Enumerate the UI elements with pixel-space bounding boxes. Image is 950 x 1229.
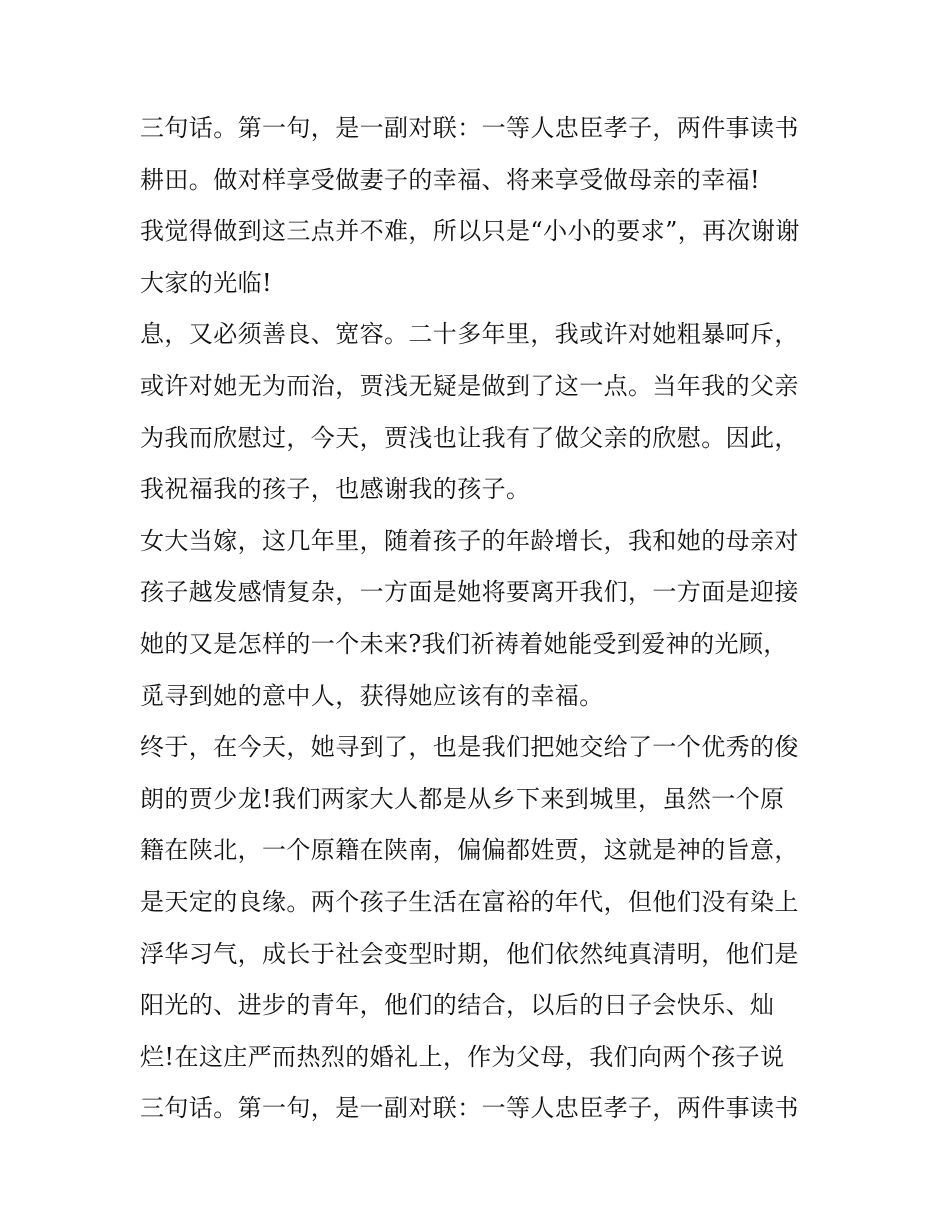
text-line: 浮华习气，成长于社会变型时期，他们依然纯真清明，他们是: [140, 939, 799, 968]
text-line: 觅寻到她的意中人，获得她应该有的幸福。: [140, 681, 604, 710]
text-line: 是天定的良缘。两个孩子生活在富裕的年代，但他们没有染上: [140, 887, 799, 916]
body-text: [140, 103, 820, 1135]
text-line: 为我而欣慰过，今天，贾浅也让我有了做父亲的欣慰。因此，: [140, 423, 799, 452]
text-line: 或许对她无为而治，贾浅无疑是做到了这一点。当年我的父亲: [140, 371, 799, 400]
text-line: 孩子越发感情复杂，一方面是她将要离开我们，一方面是迎接: [140, 578, 799, 607]
text-line: 阳光的、进步的青年，他们的结合，以后的日子会快乐、灿: [140, 991, 775, 1020]
text-line: 烂!在这庄严而热烈的婚礼上，作为父母，我们向两个孩子说: [140, 1042, 785, 1071]
text-line: 我祝福我的孩子，也感谢我的孩子。: [140, 475, 531, 504]
text-line: 息，又必须善良、宽容。二十多年里，我或许对她粗暴呵斥，: [140, 320, 799, 349]
text-line: 三句话。第一句，是一副对联：一等人忠臣孝子，两件事读书: [140, 114, 799, 142]
text-line: 朗的贾少龙!我们两家大人都是从乡下来到城里，虽然一个原: [140, 784, 785, 813]
text-line: 终于，在今天，她寻到了，也是我们把她交给了一个优秀的俊: [140, 733, 799, 762]
text-line: 我觉得做到这三点并不难，所以只是“小小的要求”，再次谢谢: [140, 217, 800, 246]
text-line: 女大当嫁，这几年里，随着孩子的年龄增长，我和她的母亲对: [140, 526, 799, 555]
text-line: 籍在陕北，一个原籍在陕南，偏偏都姓贾，这就是神的旨意，: [140, 836, 799, 865]
text-line: 大家的光临!: [140, 268, 273, 297]
text-line: 耕田。做对样享受做妻子的幸福、将来享受做母亲的幸福!: [140, 165, 761, 194]
text-line: 三句话。第一句，是一副对联：一等人忠臣孝子，两件事读书: [140, 1094, 799, 1123]
text-line: 她的又是怎样的一个未来?我们祈祷着她能受到爱神的光顾，: [140, 629, 788, 658]
